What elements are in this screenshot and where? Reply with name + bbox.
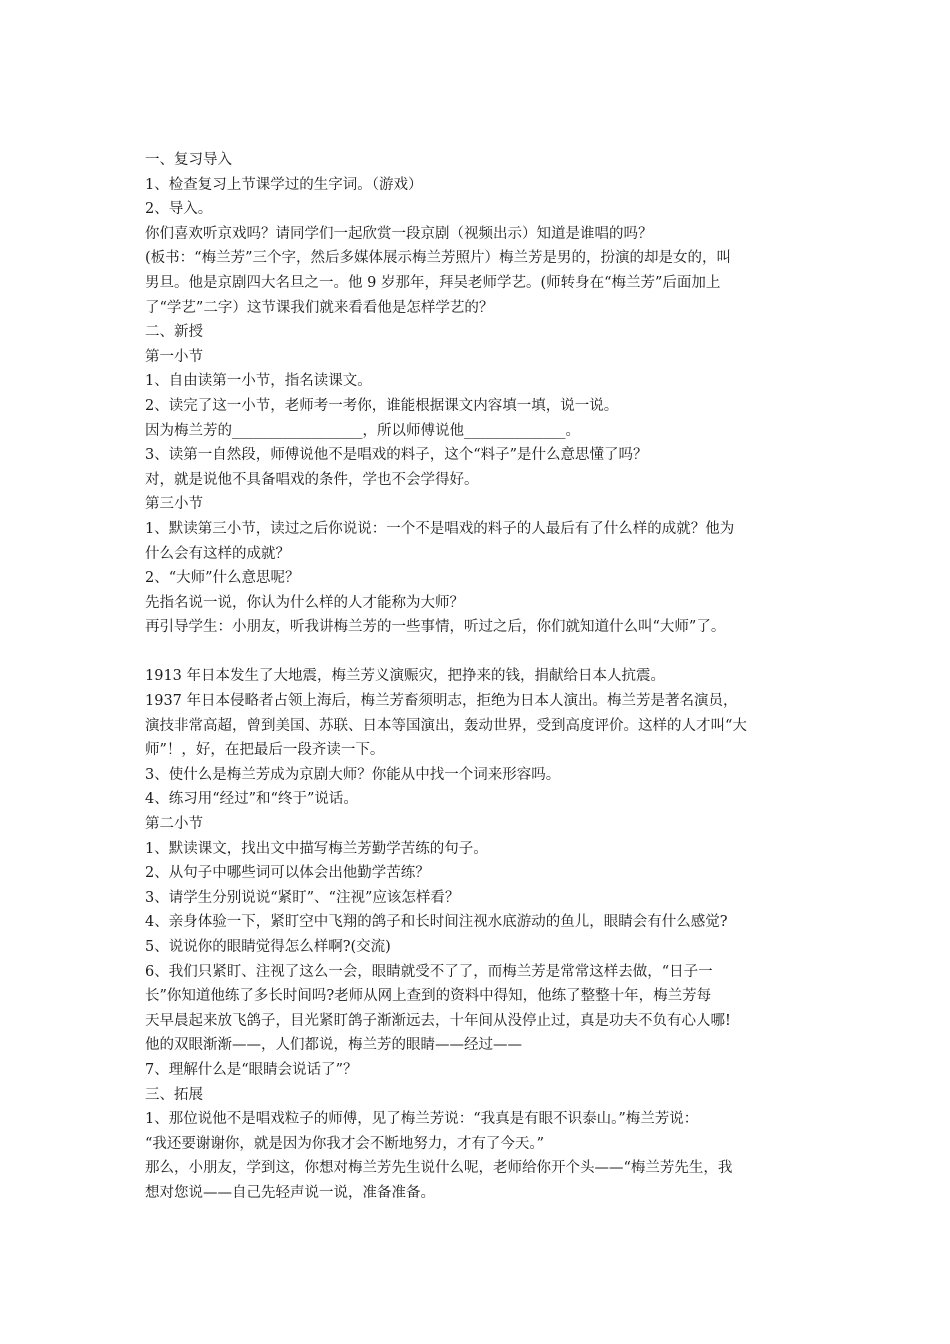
text-line: 那么，小朋友，学到这，你想对梅兰芳先生说什么呢，老师给你开个头——“梅兰芳先生，我 <box>145 1160 733 1177</box>
text-line: 对，就是说他不具备唱戏的条件，学也不会学得好。 <box>145 471 479 488</box>
blank-line <box>145 640 815 665</box>
fill-in-blank-line: 因为梅兰芳的__________________，所以师傅说他______________。 <box>145 422 580 439</box>
text-line: 演技非常高超，曾到美国、苏联、日本等国演出，轰动世界，受到高度评价。这样的人才叫“大 <box>145 717 747 734</box>
text-line: 师”！，好，在把最后一段齐读一下。 <box>145 742 385 759</box>
text-line: 2、读完了这一小节，老师考一考你，谁能根据课文内容填一填，说一说。 <box>145 397 619 414</box>
text-line: 6、我们只紧盯、注视了这么一会，眼睛就受不了了，而梅兰芳是常常这样去做，“日子一 <box>145 963 713 980</box>
text-line: 3、读第一自然段，师傅说他不是唱戏的料子，这个“料子”是什么意思懂了吗？ <box>145 447 648 464</box>
text-line: “我还要谢谢你，就是因为你我才会不断地努力，才有了今天。” <box>145 1135 545 1152</box>
text-line: 1、默读第三小节，读过之后你说说：一个不是唱戏的料子的人最后有了什么样的成就？他为 <box>145 520 735 537</box>
text-line: 男旦。他是京剧四大名旦之一。他 9 岁那年，拜吴老师学艺。(师转身在“梅兰芳”后面加上 <box>145 274 721 291</box>
text-line: 1913 年日本发生了大地震，梅兰芳义演赈灾，把挣来的钱，捐献给日本人抗震。 <box>145 668 666 685</box>
heading-extension: 三、拓展 <box>145 1086 203 1103</box>
text-line: 7、理解什么是“眼睛会说话了”？ <box>145 1061 358 1078</box>
text-line: 2、从句子中哪些词可以体会出他勤学苦练？ <box>145 865 430 882</box>
text-line: 4、亲身体验一下，紧盯空中飞翔的鸽子和长时间注视水底游动的鱼儿，眼睛会有什么感觉? <box>145 914 728 931</box>
text-line: 2、导入。 <box>145 201 213 218</box>
subheading-section-1: 第一小节 <box>145 348 203 365</box>
text-line: 4、练习用“经过”和“终于”说话。 <box>145 791 358 808</box>
text-line: 长”你知道他练了多长时间吗?老师从网上查到的资料中得知，他练了整整十年，梅兰芳每 <box>145 988 712 1005</box>
lesson-plan-text <box>145 148 815 1206</box>
text-line: 天早晨起来放飞鸽子，目光紧盯鸽子渐渐远去，十年间从没停止过，真是功夫不负有心人哪! <box>145 1012 731 1029</box>
text-line: (板书：“梅兰芳”三个字，然后多媒体展示梅兰芳照片）梅兰芳是男的，扮演的却是女的，叫 <box>145 250 731 267</box>
text-line: 再引导学生：小朋友，听我讲梅兰芳的一些事情，听过之后，你们就知道什么叫“大师”了。 <box>145 619 726 636</box>
text-line: 2、“大师”什么意思呢？ <box>145 570 300 587</box>
text-line: 什么会有这样的成就？ <box>145 545 290 562</box>
text-line: 3、使什么是梅兰芳成为京剧大师？你能从中找一个词来形容吗。 <box>145 766 561 783</box>
heading-review-intro: 一、复习导入 <box>145 152 232 168</box>
text-line: 1、默读课文，找出文中描写梅兰芳勤学苦练的句子。 <box>145 840 488 857</box>
text-line: 5、说说你的眼睛觉得怎么样啊?(交流) <box>145 939 391 955</box>
text-line: 1、那位说他不是唱戏粒子的师傅，见了梅兰芳说：“我真是有眼不识泰山。”梅兰芳说： <box>145 1111 699 1128</box>
text-line: 他的双眼渐渐——，人们都说，梅兰芳的眼睛——经过—— <box>145 1037 522 1054</box>
heading-new-lesson: 二、新授 <box>145 324 203 341</box>
subheading-section-3: 第三小节 <box>145 496 203 513</box>
text-line: 3、请学生分别说说“紧盯”、“注视”应该怎样看？ <box>145 889 460 906</box>
subheading-section-2: 第二小节 <box>145 816 203 833</box>
text-line: 1、自由读第一小节，指名读课文。 <box>145 373 372 390</box>
text-line: 了“学艺”二字）这节课我们就来看看他是怎样学艺的？ <box>145 299 494 316</box>
text-line: 1、检查复习上节课学过的生字词。（游戏） <box>145 176 423 193</box>
text-line: 先指名说一说，你认为什么样的人才能称为大师？ <box>145 594 464 611</box>
text-line: 你们喜欢听京戏吗？请同学们一起欣赏一段京剧（视频出示）知道是谁唱的吗？ <box>145 225 653 242</box>
text-line: 想对您说——自己先轻声说一说，准备准备。 <box>145 1184 435 1201</box>
text-line: 1937 年日本侵略者占领上海后，梅兰芳畜须明志，拒绝为日本人演出。梅兰芳是著名演员， <box>145 693 738 710</box>
